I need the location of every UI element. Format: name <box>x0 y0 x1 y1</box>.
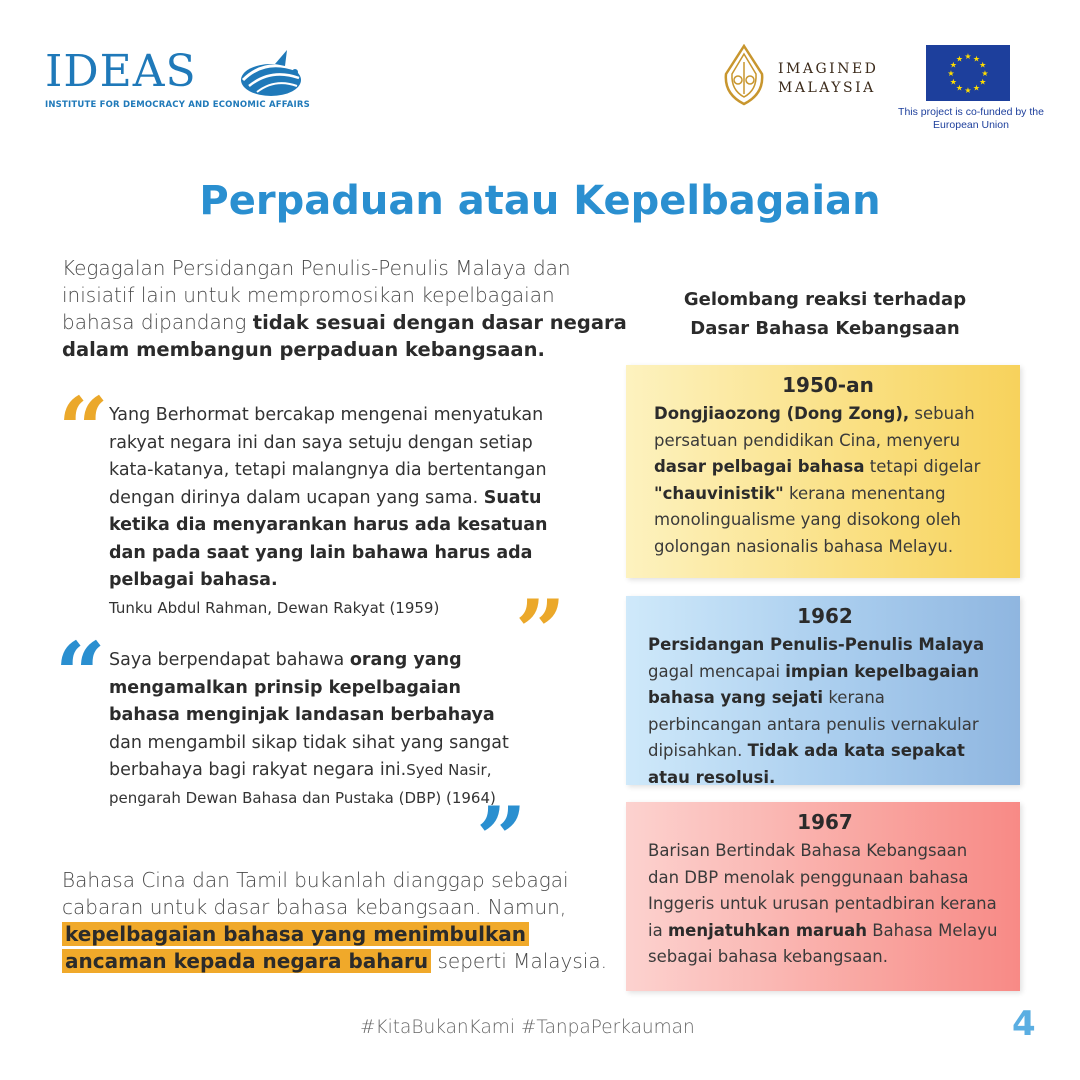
timeline-card-1962 <box>626 596 1020 785</box>
card-bold: dasar pelbagai bahasa <box>654 457 865 476</box>
timeline-heading <box>630 285 1020 343</box>
card-plain: tetapi digelar <box>864 457 981 476</box>
imagined-line: IMAGINED <box>778 61 879 77</box>
quote2-bold: orang yang mengamalkan prinsip kepelbagaian bahasa menginjak landasan berbahaya <box>109 650 495 725</box>
eu-star-icon: ★ <box>949 77 957 87</box>
eu-star-icon: ★ <box>955 54 964 64</box>
eu-caption: This project is co-funded by the European Union <box>898 106 1044 131</box>
eu-flag-icon <box>926 45 1010 101</box>
open-quote-icon: “ <box>58 377 109 481</box>
timeline-card-1950 <box>626 365 1020 578</box>
timeline-card-1967 <box>626 802 1020 991</box>
page-title: Perpaduan atau Kepelbagaian <box>199 178 881 224</box>
eu-star-icon: ★ <box>981 69 989 78</box>
card-plain: Barisan Bertindak Bahasa Kebangsaan dan DBP menolak penggunaan bahasa Inggeris untuk urusan pentadbiran kerana ia <box>648 841 997 940</box>
card-plain: kerana menentang monolingualisme yang disokong oleh golongan nasionalis bahasa Melayu. <box>654 483 961 556</box>
card-bold: Tidak ada kata sepakat atau resolusi. <box>648 741 965 787</box>
card-plain: gagal mencapai <box>648 661 786 681</box>
eu-star-icon: ★ <box>964 52 972 61</box>
quote2-plain2: dan mengambil sikap tidak sihat yang sangat berbahaya bagi rakyat negara ini. <box>109 732 509 780</box>
card-text <box>648 838 1002 971</box>
imagined-malaysia-logo <box>722 44 892 106</box>
card-year: 1950-an <box>782 373 874 397</box>
closing-paragraph <box>62 867 622 975</box>
card-text <box>654 401 1002 560</box>
eu-star-icon: ★ <box>964 86 972 95</box>
close-quote-icon: ” <box>476 787 527 891</box>
quote1-plain: Yang Berhormat bercakap mengenai menyatukan rakyat negara ini dan saya setuju dengan setiap kata-katanya, tetapi malangnya dia bertentangan dengan dirinya dalam ucapan yang sama. <box>109 405 547 508</box>
quote1-attribution: Tunku Abdul Rahman, Dewan Rakyat (1959) <box>109 598 440 617</box>
close-quote-icon: ” <box>515 580 566 684</box>
eu-star-icon: ★ <box>972 83 981 93</box>
card-bold: "chauvinistik" <box>654 483 784 503</box>
card-year: 1967 <box>797 810 853 834</box>
eu-star-icon: ★ <box>979 77 987 87</box>
card-bold: Dongjiaozong (Dong Zong), <box>654 404 910 423</box>
highlight-text: kepelbagaian bahasa yang menimbulkan <box>62 922 529 946</box>
dove-icon <box>235 50 307 104</box>
ideas-subtitle: INSTITUTE FOR DEMOCRACY AND ECONOMIC AFFAIRS <box>45 100 310 110</box>
card-plain: kerana perbincangan antara penulis vernakular dipisahkan. <box>648 688 979 760</box>
eu-star-icon: ★ <box>949 60 957 70</box>
ideas-logo <box>45 46 310 118</box>
eu-star-icon: ★ <box>955 83 964 93</box>
card-bold: impian kepelbagaian bahasa yang sejati <box>648 661 980 707</box>
malaysia-line: MALAYSIA <box>778 80 876 96</box>
open-quote-icon: “ <box>55 622 106 726</box>
quote2-plain1: Saya berpendapat bahawa <box>109 650 350 670</box>
quote2-attribution: Syed Nasir, pengarah Dewan Bahasa dan Pustaka (DBP) (1964) <box>109 761 496 807</box>
card-text <box>648 632 1002 791</box>
highlight-text: ancaman kepada negara baharu <box>62 949 431 973</box>
wayang-emblem-icon <box>722 44 766 110</box>
card-bold: Persidangan Penulis-Penulis Malaya <box>648 635 985 654</box>
eu-star-icon: ★ <box>947 69 955 78</box>
closing-tail: seperti Malaysia. <box>431 949 607 973</box>
eu-star-icon: ★ <box>979 60 987 70</box>
quote1-bold: Suatu ketika dia menyarankan harus ada kesatuan dan pada saat yang lain bahawa harus ada pelbagai bahasa. <box>109 487 548 590</box>
ideas-logo-text: IDEAS <box>45 46 197 97</box>
card-year: 1962 <box>797 604 853 628</box>
closing-plain: Bahasa Cina dan Tamil bukanlah dianggap sebagai cabaran untuk dasar bahasa kebangsaan. Namun, <box>62 868 569 919</box>
card-plain: sebuah persatuan pendidikan Cina, menyeru <box>654 404 975 450</box>
card-bold: menjatuhkan maruah <box>667 920 867 940</box>
timeline-heading-line1: Gelombang reaksi terhadap <box>683 289 967 310</box>
intro-bold: tidak sesuai dengan dasar negara dalam membangun perpaduan kebangsaan. <box>62 311 627 361</box>
quote-syed-nasir <box>109 647 509 812</box>
intro-plain: Kegagalan Persidangan Penulis-Penulis Malaya dan inisiatif lain untuk mempromosikan kepelbagaian bahasa dipandang <box>62 256 571 334</box>
intro-paragraph <box>62 255 632 363</box>
quote-tunku <box>109 402 579 622</box>
imagined-malaysia-text <box>778 60 878 98</box>
timeline-heading-line2: Dasar Bahasa Kebangsaan <box>690 318 960 339</box>
eu-star-icon: ★ <box>972 54 981 64</box>
page-number: 4 <box>1012 1004 1036 1044</box>
card-plain: Bahasa Melayu sebagai bahasa kebangsaan. <box>648 920 998 966</box>
hashtags: #KitaBukanKami #TanpaPerkauman <box>360 1017 695 1038</box>
